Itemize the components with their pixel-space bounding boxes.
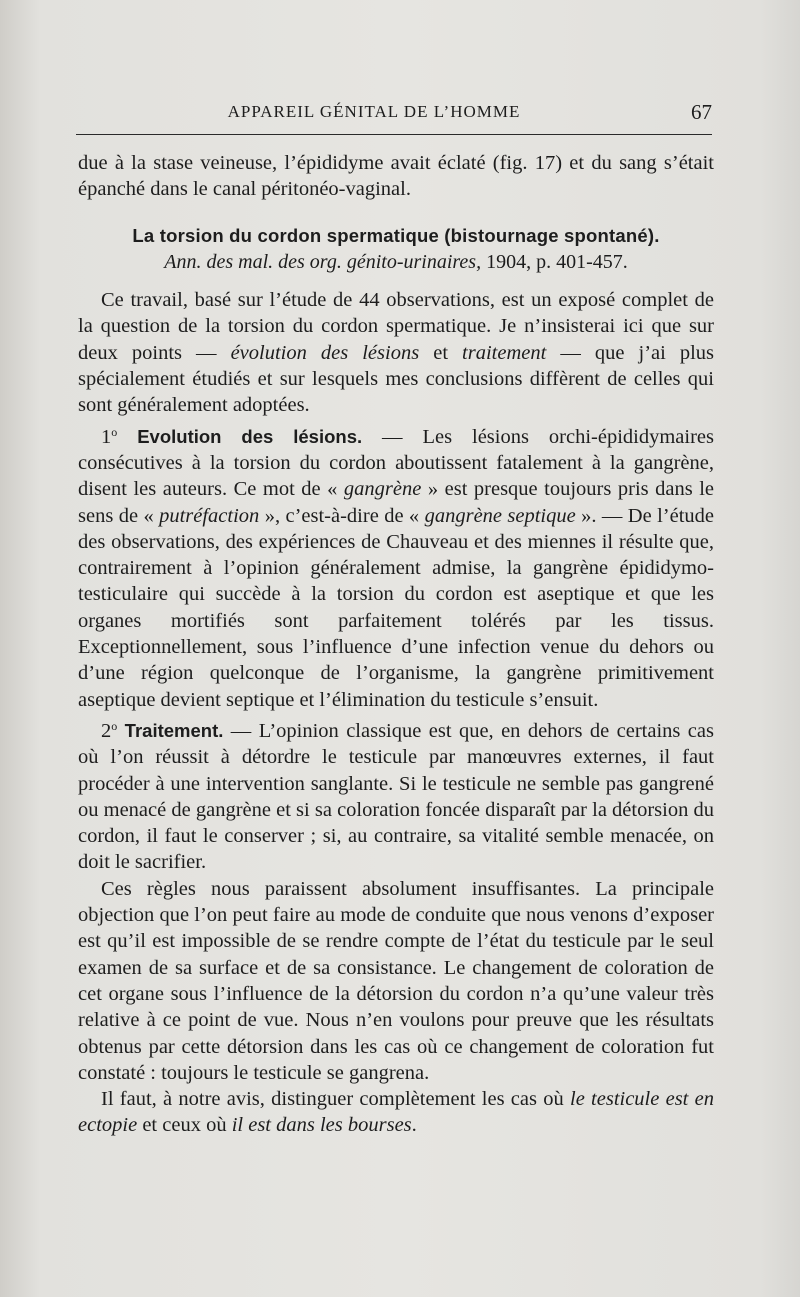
paragraph-introduction [78,287,714,418]
page-header [76,102,712,130]
header-rule [76,134,712,135]
section-citation [164,251,628,273]
para1-italic-traitement: traitement [462,341,547,364]
para1-italic-lesions: évolution des lésions [230,341,420,364]
citation-journal: Ann. des mal. des org. génito-urinaires, [164,250,482,273]
para1-text-e: — que j’ai plus spécialement étudiés et sur lesquels mes conclusions diffèrent de celles qui sont généralement adoptées. [78,341,715,417]
para3-ordinal: o [111,718,118,733]
para5-italic-bourses: il est dans les bourses [231,1114,412,1137]
paragraph-evolution [78,419,714,713]
para3-text-a: — L’opinion classique est que, en dehors de certains cas où l’on réussit à détordre le testicule par manœuvres externes, il faut procéder à une intervention sanglante. Si le testicule ne semble pas gangrené ou menacé de gangrène et si sa coloration foncée disparaît par la détorsion du cordon, il faut le conserver ; si, au contraire, sa vitalité semble menacée, on doit le sacrifier. [78,719,714,874]
para2-italic-gangrene: gangrène [343,478,422,501]
paragraph-traitement [78,713,714,876]
para2-number: 1 [101,425,112,448]
para2-text-g: ». — De l’étude des observations, des expériences de Chauveau et des miennes il résulte que, contrairement à l’opinion généralement admise, la gangrène épididymo-testiculaire qui succède à la torsion du cordon est aseptique et que les organes mortifiés sont parfaitement tolérés par les tissus. Exceptionnellement, sous l’influence d’une infection venue du dehors ou d’une région quelconque de l’organisme, la gangrène primitivement aseptique devient septique et l’élimination du testicule s’ensuit. [78,504,715,711]
section-heading [78,223,714,276]
para2-italic-putrefaction: putréfaction [159,504,260,527]
para5-text-e: . [411,1114,417,1137]
para2-text-e: », c’est-à-dire de « [259,504,425,527]
paragraph-regles: Ces règles nous paraissent absolument insuffisantes. La principale objection que l’on peut faire au mode de conduite que nous venons d’exposer est qu’il est impossible de se rendre compte de l’état du testicule par le seul examen de sa surface et de sa consistance. Le changement de coloration de cet organe sous l’influence de la détorsion du cordon n’a qu’une valeur très relative à ce point de vue. Nous n’en voulons pour preuve que les résultats obtenus par cette détorsion dans les cas où ce changement de coloration fut constaté : toujours le testicule se gangrena. [78,877,714,1084]
intro-paragraph: due à la stase veineuse, l’épididyme avait éclaté (fig. 17) et du sang s’était épanché dans le canal péritonéo-vaginal. [78,152,714,201]
para2-text-a: — Les lésions orchi-épididymaires consécutives à la torsion du cordon aboutissent fatalement à la gangrène, disent les auteurs. Ce mot de « [78,425,714,501]
paragraph-conclusion [78,1086,714,1139]
para2-ordinal: o [111,424,118,439]
para5-italic-ectopie: le testicule est en ectopie [78,1088,714,1137]
para3-number: 2 [101,719,112,742]
para3-heading: Traitement. [117,719,224,741]
running-title: APPAREIL GÉNITAL DE L’HOMME [227,102,521,121]
section-title: La torsion du cordon spermatique (bistournage spontané). [132,224,660,246]
page-number: 67 [691,100,712,124]
para5-text-c: et ceux où [137,1114,232,1137]
para1-text-c: et [419,341,463,364]
para1-text-a: Ce travail, basé sur l’étude de 44 observations, est un exposé complet de la question de la torsion du cordon spermatique. Je n’insisterai ici que sur deux points — [78,289,714,364]
citation-details: 1904, p. 401-457. [481,250,628,273]
para2-italic-septique: gangrène septique [424,504,576,527]
page-body [78,150,714,1139]
para5-text-a: Il faut, à notre avis, distinguer complètement les cas où [101,1088,570,1111]
para2-text-c: » est presque toujours pris dans le sens de « [78,478,715,527]
para2-heading: Evolution des lésions. [117,425,363,447]
